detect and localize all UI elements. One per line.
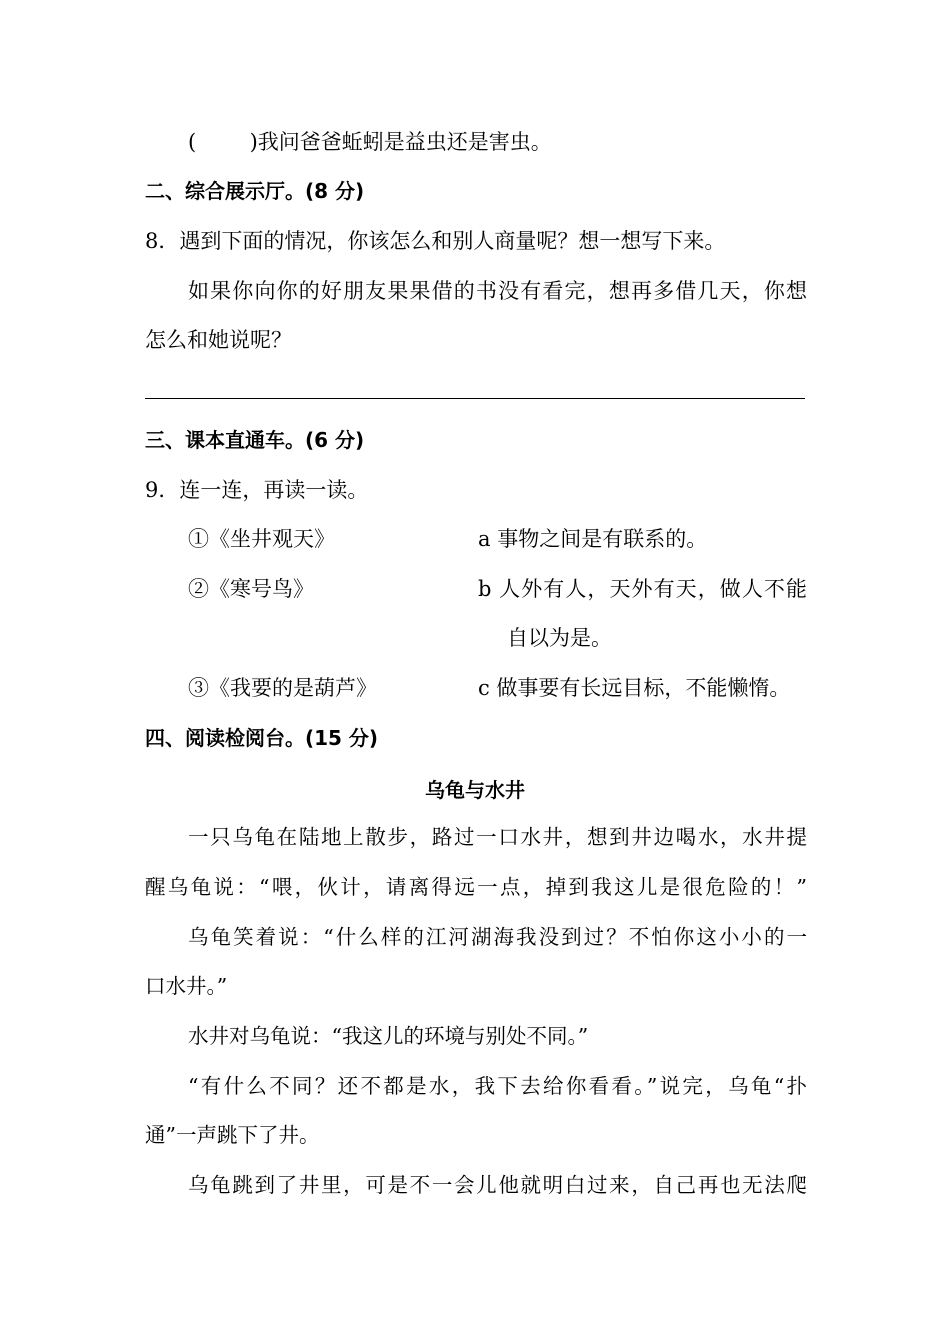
match-left-item[interactable]: ①《坐井观天》	[188, 527, 335, 551]
q8-prompt: 8．遇到下面的情况，你该怎么和别人商量呢？想一想写下来。	[145, 229, 726, 253]
match-left-item[interactable]: ③《我要的是葫芦》	[188, 676, 377, 700]
section2-heading: 二、综合展示厅。(8 分)	[145, 179, 365, 203]
q7-item	[188, 128, 807, 156]
q9-prompt: 9．连一连，再读一读。	[145, 478, 369, 502]
answer-parentheses[interactable]: ( )	[188, 130, 258, 154]
q7-item-text: 我问爸爸蚯蚓是益虫还是害虫。	[257, 130, 552, 154]
story-line: “有什么不同？还不都是水，我下去给你看看。”说完，乌龟“扑	[188, 1074, 807, 1098]
story-line: 乌龟跳到了井里，可是不一会儿他就明白过来，自己再也无法爬	[188, 1173, 807, 1197]
section3-heading: 三、课本直通车。(6 分)	[145, 428, 365, 452]
match-right-item[interactable]: c 做事要有长远目标，不能懒惰。	[478, 676, 791, 700]
story-line: 一只乌龟在陆地上散步，路过一口水井，想到井边喝水，水井提	[188, 825, 807, 849]
story-line: 乌龟笑着说：“什么样的江河湖海我没到过？不怕你这小小的一	[188, 925, 807, 949]
answer-line[interactable]	[145, 398, 805, 399]
story-line: 口水井。”	[145, 974, 228, 998]
story-line: 醒乌龟说：“喂，伙计，请离得远一点，掉到我这儿是很危险的！”	[145, 875, 807, 899]
story-line: 水井对乌龟说：“我这儿的环境与别处不同。”	[188, 1024, 589, 1048]
q8-body-line2: 怎么和她说呢？	[145, 328, 292, 352]
story-line: 通”一声跳下了井。	[145, 1123, 320, 1147]
q8-body-line1: 如果你向你的好朋友果果借的书没有看完，想再多借几天，你想	[188, 279, 807, 303]
match-right-item[interactable]: b 人外有人，天外有天，做人不能	[478, 577, 807, 601]
story-title: 乌龟与水井	[425, 778, 525, 802]
match-right-item-continuation: 自以为是。	[507, 626, 612, 650]
section4-heading: 四、阅读检阅台。(15 分)	[145, 726, 379, 750]
match-right-item[interactable]: a 事物之间是有联系的。	[478, 527, 708, 551]
match-left-item[interactable]: ②《寒号鸟》	[188, 577, 314, 601]
